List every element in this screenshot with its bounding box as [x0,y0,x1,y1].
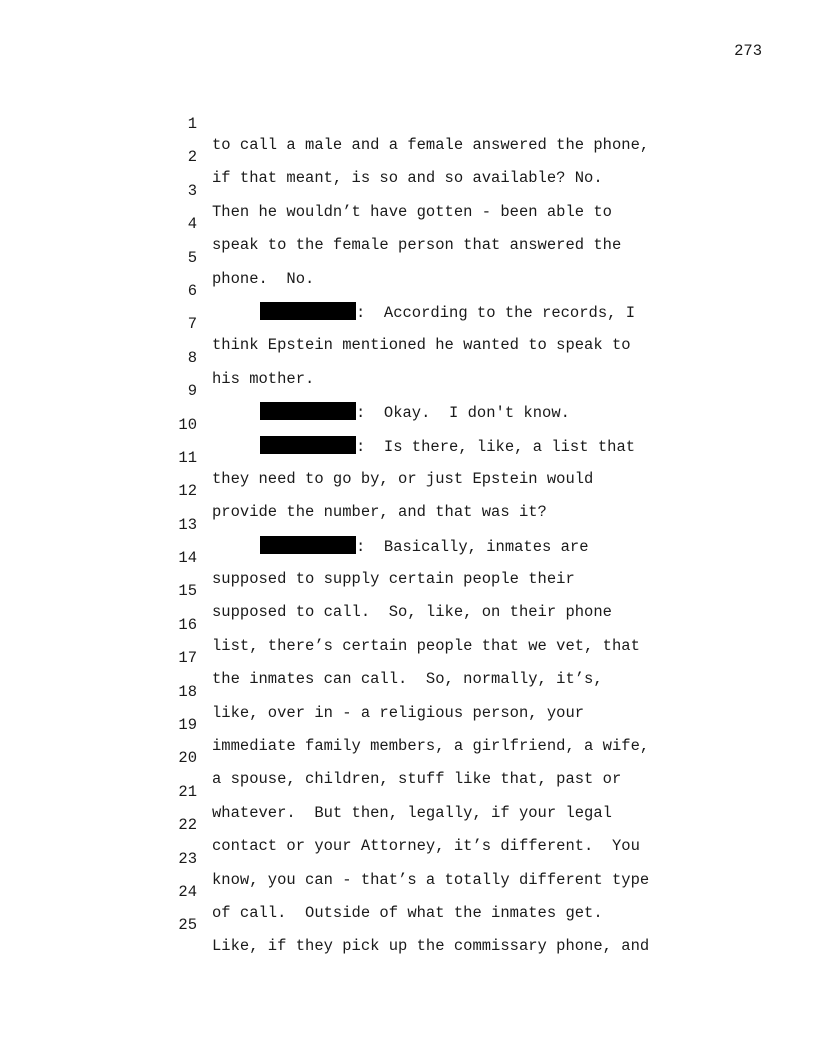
line-number: 25 [178,916,197,935]
line-text: think Epstein mentioned he wanted to speak to [212,336,631,355]
line-number: 23 [178,849,197,868]
transcript-line [0,93,816,154]
line-text: whatever. But then, legally, if your legal [212,803,612,822]
line-number: 19 [178,716,197,735]
line-number: 13 [178,515,197,534]
transcript-line [0,560,816,622]
line-number: 10 [178,415,197,434]
transcript-line-speaker [0,360,816,423]
transcript-line [0,227,816,288]
line-number: 3 [187,181,197,200]
line-number: 9 [187,382,197,401]
speaker-text: : Okay. I don't know. [356,404,570,423]
line-text: the inmates can call. So, normally, it’s, [212,670,603,689]
transcript-line [0,627,816,689]
line-text: his mother. [212,369,315,388]
line-text: speak to the female person that answered the [212,236,622,255]
transcript-line [0,694,816,756]
transcript-line [0,327,816,388]
line-number: 17 [178,649,197,668]
line-text: list, there’s certain people that we vet, that [212,636,640,655]
speaker-text: : Is there, like, a list that [356,437,636,456]
line-number: 18 [178,682,197,701]
line-text: supposed to supply certain people their [212,570,575,589]
line-number: 16 [178,615,197,634]
line-text: to call a male and a female answered the phone, [212,136,650,154]
line-number: 24 [178,882,197,901]
transcript-line [0,594,816,655]
line-text: immediate family members, a girlfriend, a wife, [212,737,650,756]
line-number: 5 [187,248,197,267]
line-text: Then he wouldn’t have gotten - been able to [212,202,612,221]
line-text: if that meant, is so and so available? No. [212,169,603,188]
line-number: 8 [187,348,197,367]
transcript-line [0,527,816,589]
transcript-line [0,761,816,822]
line-text: a spouse, children, stuff like that, past or [212,770,622,789]
line-number: 2 [187,148,197,167]
line-number: 21 [178,782,197,801]
line-number: 1 [187,115,197,133]
line-number: 4 [187,215,197,234]
line-text: provide the number, and that was it? [212,503,547,522]
speaker-text: : Basically, inmates are [356,537,589,556]
transcript-line [0,727,816,789]
line-number: 20 [178,749,197,768]
transcript-line-speaker [0,494,816,556]
line-number: 7 [187,315,197,334]
transcript-line [0,828,816,889]
transcript-line [0,894,816,956]
line-number: 6 [187,281,197,300]
line-number: 15 [178,582,197,601]
line-text: Like, if they pick up the commissary phone, and [212,937,650,956]
line-text: like, over in - a religious person, your [212,703,585,722]
transcript-line [0,293,816,355]
line-text: supposed to call. So, like, on their phone [212,603,612,622]
page-number: 273 [734,42,762,60]
line-number: 12 [178,482,197,501]
transcript-line [0,160,816,221]
transcript-line [0,661,816,722]
transcript-line-speaker [0,394,816,456]
line-text: contact or your Attorney, it’s different. You [212,837,640,856]
transcript-line [0,794,816,856]
transcript-line [0,427,816,488]
line-number: 14 [178,549,197,568]
transcript-line [0,460,816,522]
transcript-line [0,193,816,255]
line-text: they need to go by, or just Epstein would [212,469,594,488]
transcript-line-speaker [0,260,816,322]
transcript-line [0,861,816,922]
line-text: of call. Outside of what the inmates get. [212,903,603,922]
transcript-body [0,93,816,956]
line-text: know, you can - that’s a totally different type [212,870,650,889]
transcript-line [0,126,816,188]
speaker-text: : According to the records, I [356,303,636,322]
line-number: 22 [178,816,197,835]
line-text: phone. No. [212,269,315,288]
line-number: 11 [178,448,197,467]
